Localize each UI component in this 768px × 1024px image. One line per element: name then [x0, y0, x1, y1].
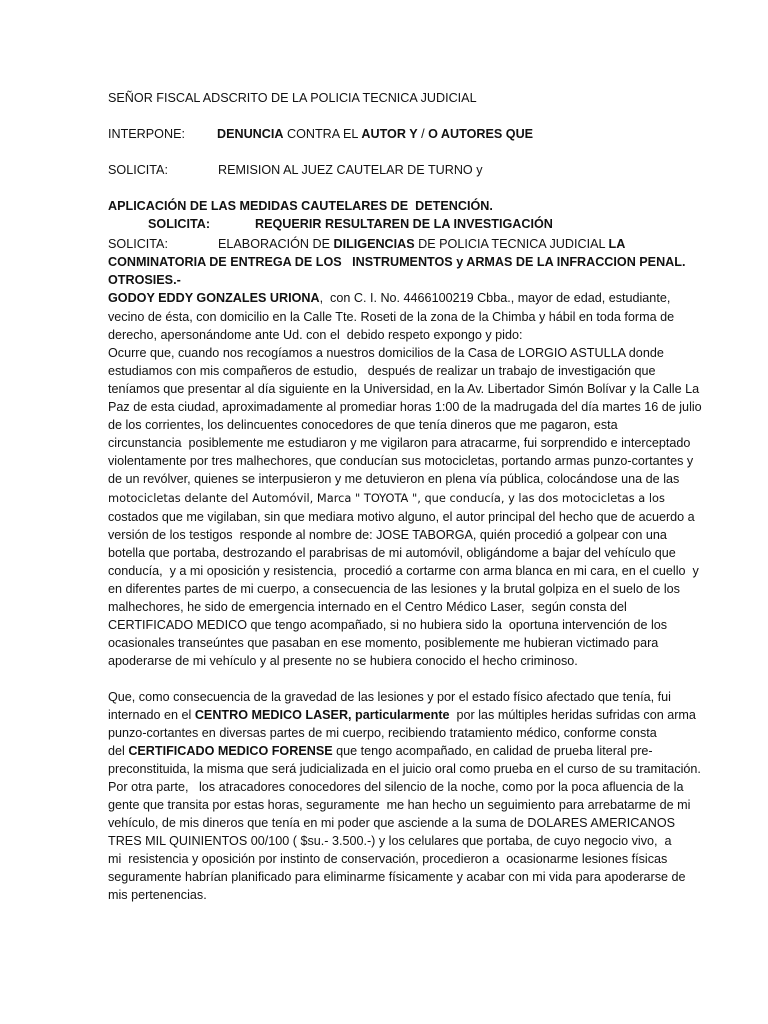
- otrosies-line: OTROSIES.-: [108, 273, 181, 287]
- paragraph-line: apoderarse de mi vehículo y al presente no se hubiera conocido el hecho criminoso.: [108, 654, 578, 668]
- paragraph-line: CERTIFICADO MEDICO que tengo acompañado, si no hubiera sido la oportuna intervención de los: [108, 618, 668, 632]
- centro-medico-text: CENTRO MEDICO LASER, particularmente: [194, 708, 450, 722]
- paragraph-line: punzo-cortantes en diversas partes de mi cuerpo, recibiendo tratamiento médico, conforme consta: [108, 726, 657, 740]
- paragraph-line: TRES MIL QUINIENTOS 00/100 ( $su.- 3.500.-) y los celulares que portaba, de cuyo negocio vivo, a: [108, 834, 672, 848]
- prueba-literal-text: que tengo acompañado, en calidad de prueba literal pre-: [332, 744, 653, 758]
- paragraph-line: botella que portaba, destrozando el parabrisas de mi automóvil, obligándome a bajar del vehículo que: [108, 546, 676, 560]
- solicita-label: SOLICITA:: [108, 237, 168, 251]
- denuncia-text: DENUNCIA: [217, 127, 284, 141]
- paragraph-line: de un revólver, quienes se interpusieron y me detuvieron en plena vía pública, colocándose una de las: [108, 472, 680, 486]
- autor-text: AUTOR Y: [361, 127, 418, 141]
- heridas-text: por las múltiples heridas sufridas con arma: [449, 708, 696, 722]
- paragraph-line: seguramente habrían planificado para eliminarme físicamente y acabar con mi vida para apoderarse de: [108, 870, 686, 884]
- solicita-remision-line: [108, 162, 483, 178]
- paragraph-line: [108, 743, 653, 759]
- paragraph-line: gente que transita por estas horas, seguramente me han hecho un seguimiento para arrebatarme de mi: [108, 798, 691, 812]
- solicita-elaboracion-content: [218, 236, 625, 252]
- solicita-remision-text: REMISION AL JUEZ CAUTELAR DE TURNO y: [218, 163, 483, 177]
- heading-line: SEÑOR FISCAL ADSCRITO DE LA POLICIA TECNICA JUDICIAL: [108, 91, 477, 105]
- paragraph-line: preconstituida, la misma que será judicializada en el juicio oral como prueba en el curso de su tramitación.: [108, 762, 701, 776]
- paragraph-line: mis pertenencias.: [108, 888, 207, 902]
- solicita-label: SOLICITA:: [148, 217, 211, 231]
- paragraph-line: estudiamos con mis compañeros de estudio, después de realizar un trabajo de investigación que: [108, 364, 656, 378]
- interpone-label: INTERPONE:: [108, 127, 185, 141]
- intro-line-1: [108, 290, 670, 306]
- paragraph-line: Por otra parte, los atracadores conocedores del silencio de la noche, como por la poca afluencia de la: [108, 780, 684, 794]
- paragraph-line: versión de los testigos responde al nombre de: JOSE TABORGA, quién procedió a golpear con una: [108, 528, 667, 542]
- elaboracion-text: ELABORACIÓN DE: [218, 237, 334, 251]
- paragraph-line: mi resistencia y oposición por instinto de conservación, procedieron a ocasionarme lesiones físicas: [108, 852, 668, 866]
- complainant-name: GODOY EDDY GONZALES URIONA: [108, 291, 320, 305]
- del-text: del: [108, 744, 129, 758]
- paragraph-line: malhechores, he sido de emergencia internado en el Centro Médico Laser, según consta del: [108, 600, 627, 614]
- paragraph-line: [108, 707, 696, 723]
- paragraph-line: motocicletas delante del Automóvil, Marca " TOYOTA ", que conducía, y las dos motocicletas a los: [108, 491, 665, 505]
- intro-line-3: derecho, apersonándome ante Ud. con el debido respeto expongo y pido:: [108, 328, 523, 342]
- paragraph-line: Ocurre que, cuando nos recogíamos a nuestros domicilios de la Casa de LORGIO ASTULLA donde: [108, 346, 664, 360]
- slash-text: /: [417, 127, 429, 141]
- diligencias-text: DILIGENCIAS: [333, 237, 415, 251]
- solicita-requerir-text: REQUERIR RESULTAREN DE LA INVESTIGACIÓN: [255, 217, 553, 231]
- paragraph-line: en diferentes partes de mi cuerpo, a consecuencia de las lesiones y la brutal golpiza en el suelo de los: [108, 582, 680, 596]
- paragraph-line: circunstancia posiblemente me estudiaron y me vigilaron para atracarme, fui sorprendido e interceptado: [108, 436, 691, 450]
- paragraph-line: costados que me vigilaban, sin que mediara motivo alguno, el autor principal del hecho que de acuerdo a: [108, 510, 695, 524]
- paragraph-line: violentamente por tres malhechores, que conducían sus motocicletas, portando armas punzo-cortantes y: [108, 454, 694, 468]
- paragraph-line: conducía, y a mi oposición y resistencia, procedió a cortarme con arma blanca en mi cara, en el cuello y: [108, 564, 699, 578]
- internado-text: internado en el: [108, 708, 195, 722]
- paragraph-line: Paz de esta ciudad, aproximadamente al promediar horas 1:00 de la madrugada del día martes 16 de julio: [108, 400, 702, 414]
- complainant-details: , con C. I. No. 4466100219 Cbba., mayor de edad, estudiante,: [319, 291, 671, 305]
- autores-text: O AUTORES QUE: [428, 127, 534, 141]
- paragraph-line: teníamos que presentar al día siguiente en la Universidad, en la Av. Libertador Simón Bolívar y la Calle La: [108, 382, 700, 396]
- contra-text: CONTRA EL: [283, 127, 362, 141]
- paragraph-line: Que, como consecuencia de la gravedad de las lesiones y por el estado físico afectado que tenía, fui: [108, 690, 671, 704]
- intro-line-2: vecino de ésta, con domicilio en la Calle Tte. Roseti de la zona de la Chimba y hábil en toda forma de: [108, 310, 675, 324]
- interpone-content: [217, 126, 533, 142]
- paragraph-line: vehículo, de mis dineros que tenía en mi poder que asciende a la suma de DOLARES AMERICANOS: [108, 816, 676, 830]
- solicita-elaboracion-line: [108, 236, 626, 252]
- la-text: LA: [608, 237, 626, 251]
- policia-text: DE POLICIA TECNICA JUDICIAL: [414, 237, 609, 251]
- aplicacion-line: APLICACIÓN DE LAS MEDIDAS CAUTELARES DE DETENCIÓN.: [108, 199, 493, 213]
- paragraph-line: de los corrientes, los delincuentes conocedores de que tenía dineros que me pagaron, esta: [108, 418, 618, 432]
- paragraph-line: ocasionales transeúntes que pasaban en ese momento, posiblemente me hubieran victimado para: [108, 636, 659, 650]
- interpone-line: [108, 126, 534, 142]
- solicita-label: SOLICITA:: [108, 163, 168, 177]
- certificado-forense-text: CERTIFICADO MEDICO FORENSE: [128, 744, 333, 758]
- conminatoria-line: CONMINATORIA DE ENTREGA DE LOS INSTRUMENTOS y ARMAS DE LA INFRACCION PENAL.: [108, 255, 686, 269]
